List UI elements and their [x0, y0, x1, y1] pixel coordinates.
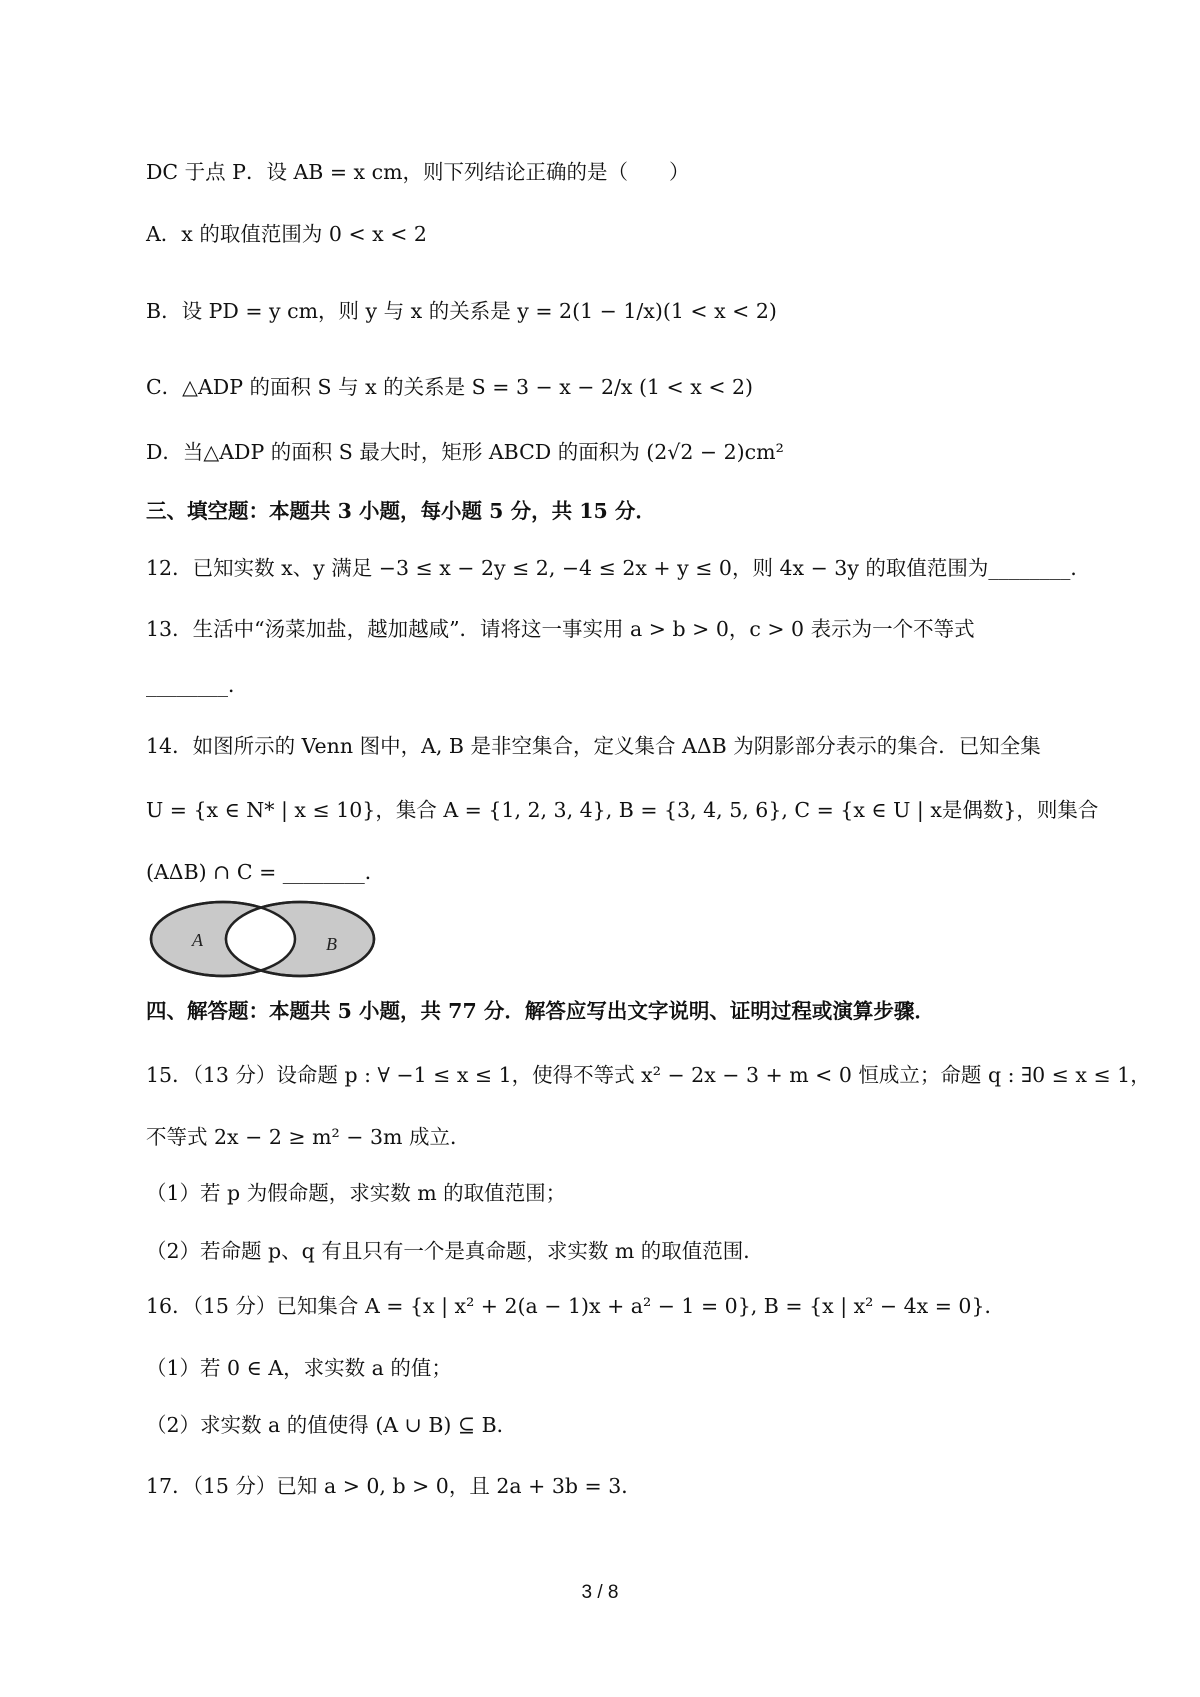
option-c: C．△ADP 的面积 S 与 x 的关系是 S = 3 − x − 2/x (1 < x < 2) [146, 375, 754, 399]
venn-diagram [148, 898, 378, 980]
question-16-stem: 16．（15 分）已知集合 A = {x | x² + 2(a − 1)x + a² − 1 = 0}, B = {x | x² − 4x = 0}． [146, 1294, 1006, 1318]
question-16-part-2: （2）求实数 a 的值使得 (A ∪ B) ⊆ B． [146, 1413, 518, 1437]
question-14-sets: U = {x ∈ N* | x ≤ 10}，集合 A = {1, 2, 3, 4}, B = {3, 4, 5, 6}, C = {x ∈ U | x是偶数}，则集合 [146, 798, 1099, 822]
section-4-heading: 四、解答题：本题共 5 小题，共 77 分．解答应写出文字说明、证明过程或演算步骤． [146, 999, 935, 1023]
section-3-heading: 三、填空题：本题共 3 小题，每小题 5 分，共 15 分． [146, 499, 656, 523]
question-14-blank: (AΔB) ∩ C = ________． [146, 860, 386, 884]
venn-label-b: B [326, 934, 337, 954]
question-13: 13．生活中“汤菜加盐，越加越咸”．请将这一事实用 a > b > 0，c > 0 表示为一个不等式 [146, 617, 975, 641]
question-14-stem: 14．如图所示的 Venn 图中，A, B 是非空集合，定义集合 AΔB 为阴影部分表示的集合．已知全集 [146, 734, 1041, 758]
question-16-part-1: （1）若 0 ∈ A，求实数 a 的值； [146, 1356, 452, 1380]
question-13-blank: ________． [146, 673, 249, 697]
page-number: 3 / 8 [581, 1582, 619, 1603]
question-12: 12．已知实数 x、y 满足 −3 ≤ x − 2y ≤ 2, −4 ≤ 2x + y ≤ 0，则 4x − 3y 的取值范围为________． [146, 556, 1091, 580]
question-15-part-1: （1）若 p 为假命题，求实数 m 的取值范围； [146, 1181, 567, 1205]
question-15-part-2: （2）若命题 p、q 有且只有一个是真命题，求实数 m 的取值范围． [146, 1239, 764, 1263]
question-11-stem: DC 于点 P．设 AB = x cm，则下列结论正确的是（ ） [146, 160, 690, 184]
question-15-stem-cont: 不等式 2x − 2 ≥ m² − 3m 成立． [146, 1125, 471, 1149]
question-15-stem: 15．（13 分）设命题 p : ∀ −1 ≤ x ≤ 1，使得不等式 x² − 2x − 3 + m < 0 恒成立；命题 q : ∃0 ≤ x ≤ 1， [146, 1063, 1151, 1087]
option-b: B．设 PD = y cm，则 y 与 x 的关系是 y = 2(1 − 1/x)(1 < x < 2) [146, 299, 777, 323]
venn-label-a: A [192, 930, 203, 950]
option-a: A．x 的取值范围为 0 < x < 2 [146, 222, 427, 246]
question-17-stem: 17．（15 分）已知 a > 0, b > 0，且 2a + 3b = 3． [146, 1474, 642, 1498]
option-d: D．当△ADP 的面积 S 最大时，矩形 ABCD 的面积为 (2√2 − 2)cm² [146, 440, 784, 464]
